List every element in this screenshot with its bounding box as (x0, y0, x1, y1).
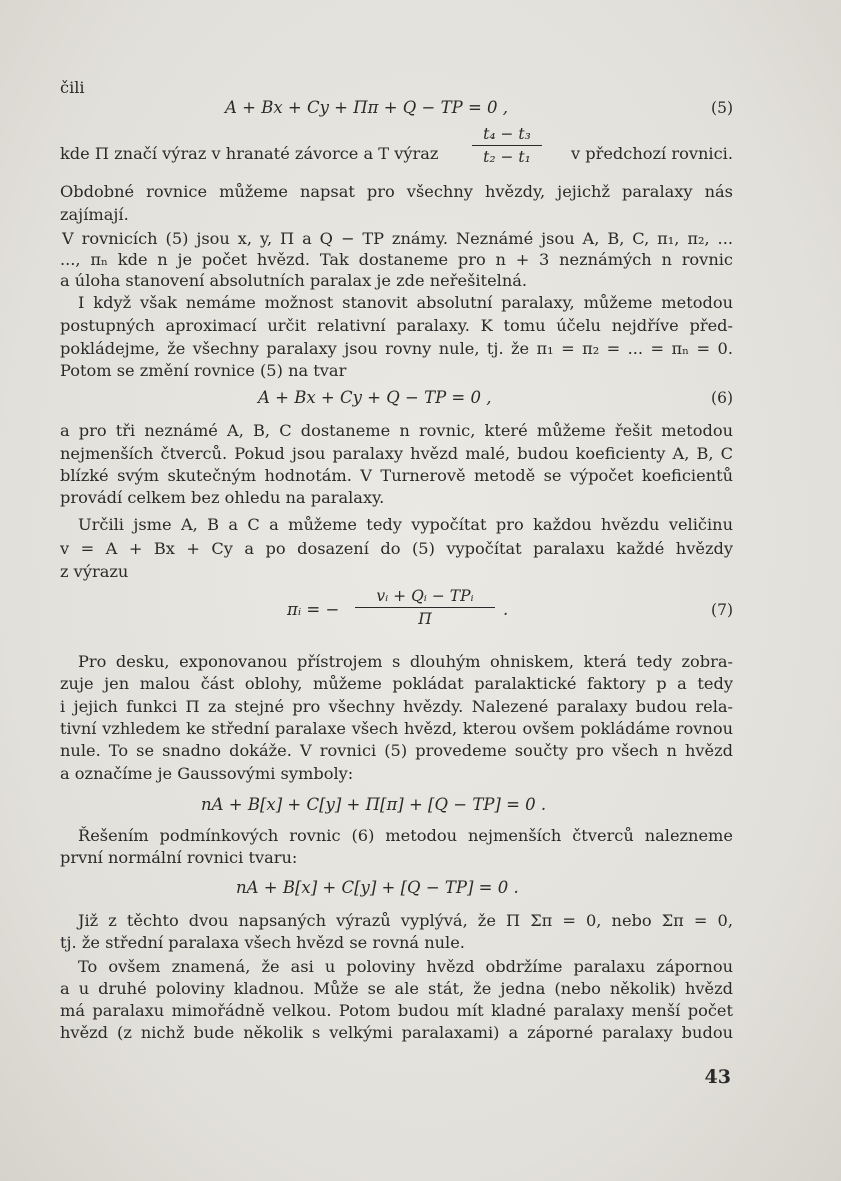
equation-9-expression: nA + B[x] + C[y] + [Q − TP] = 0 . (236, 878, 519, 897)
line-kde-after: v předchozí rovnici. (570, 144, 733, 163)
text-line: To ovšem znamená, že asi u poloviny hvězd obdržíme paralaxu zápornou (78, 957, 733, 976)
equation-5-number: (5) (711, 99, 733, 117)
text-line: tivní vzhledem ke střední paralaxe všech hvězd, kterou ovšem pokládáme rovnou (60, 719, 733, 738)
fraction-t-numerator: t₄ − t₃ (483, 125, 531, 143)
text-line: nejmenších čtverců. Pokud jsou paralaxy hvězd malé, budou koeficienty A, B, C (60, 444, 733, 463)
text-line: Pro desku, exponovanou přístrojem s dlouhým ohniskem, která tedy zobra- (78, 652, 733, 671)
fraction-t (472, 124, 542, 167)
page-number: 43 (704, 1066, 731, 1088)
text-line: a pro tři neznámé A, B, C dostaneme n rovnic, které můžeme řešit metodou (60, 421, 733, 440)
text-line: první normální rovnici tvaru: (60, 848, 298, 867)
text-line: ..., πₙ kde n je počet hvězd. Tak dostaneme pro n + 3 neznámých n rovnic (60, 250, 733, 269)
intro-word: čili (60, 78, 85, 97)
equation-7-fraction (355, 586, 495, 629)
text-line: Již z těchto dvou napsaných výrazů vyplývá, že Π Σπ = 0, nebo Σπ = 0, (78, 911, 733, 930)
text-line: v = A + Bx + Cy a po dosazení do (5) vypočítat paralaxu každé hvězdy (60, 539, 733, 558)
fraction-bar (355, 607, 495, 608)
text-line: a u druhé poloviny kladnou. Může se ale stát, že jedna (nebo několik) hvězd (60, 979, 733, 998)
text-line: a úloha stanovení absolutních paralax je zde neřešitelná. (60, 271, 528, 290)
text-line: má paralaxu mimořádně velkou. Potom budou mít kladné paralaxy menší počet (60, 1001, 733, 1020)
fraction-bar (472, 145, 542, 146)
text-line: provádí celkem bez ohledu na paralaxy. (60, 488, 385, 507)
equation-8-expression: nA + B[x] + C[y] + Π[π] + [Q − TP] = 0 . (201, 795, 547, 814)
text-line: zajímají. (60, 205, 129, 224)
equation-6-expression: A + Bx + Cy + Q − TP = 0 , (258, 388, 492, 407)
equation-5-expression: A + Bx + Cy + Ππ + Q − TP = 0 , (225, 98, 509, 117)
text-line: V rovnicích (5) jsou x, y, Π a Q − TP známy. Neznámé jsou A, B, C, π₁, π₂, ... (62, 229, 733, 248)
text-line: Potom se změní rovnice (5) na tvar (60, 361, 347, 380)
text-line: I když však nemáme možnost stanovit absolutní paralaxy, můžeme metodou (78, 293, 733, 312)
text-line: a označíme je Gaussovými symboly: (60, 764, 354, 783)
equation-7-numerator: vᵢ + Qᵢ − TPᵢ (376, 587, 474, 605)
line-kde-before: kde Π značí výraz v hranaté závorce a T výraz (60, 144, 439, 163)
text-line: zuje jen malou část oblohy, můžeme pokládat paralaktické faktory p a tedy (60, 674, 733, 693)
equation-7-number: (7) (711, 601, 733, 619)
text-line: nule. To se snadno dokáže. V rovnici (5) provedeme součty pro všech n hvězd (60, 741, 733, 760)
equation-7-tail: . (503, 600, 509, 619)
equation-7-denominator: Π (418, 610, 432, 628)
fraction-t-denominator: t₂ − t₁ (483, 148, 531, 166)
text-line: postupných aproximací určit relativní paralaxy. K tomu účelu nejdříve před- (60, 316, 733, 335)
text-line: tj. že střední paralaxa všech hvězd se rovná nule. (60, 933, 465, 952)
text-line: z výrazu (60, 562, 129, 581)
text-line: blízké svým skutečným hodnotám. V Turnerově metodě se výpočet koeficientů (60, 466, 733, 485)
text-line: Obdobné rovnice můžeme napsat pro všechny hvězdy, jejichž paralaxy nás (60, 182, 733, 201)
equation-6-number: (6) (711, 389, 733, 407)
text-line: Určili jsme A, B a C a můžeme tedy vypočítat pro každou hvězdu veličinu (78, 515, 733, 534)
text-line: Řešením podmínkových rovnic (6) metodou nejmenších čtverců nalezneme (78, 826, 733, 845)
text-line: i jejich funkci Π za stejné pro všechny hvězdy. Nalezené paralaxy budou rela- (60, 697, 733, 716)
equation-7-lhs: πᵢ = − (287, 600, 340, 619)
text-line: pokládejme, že všechny paralaxy jsou rovny nule, tj. že π₁ = π₂ = ... = πₙ = 0. (60, 339, 733, 358)
text-line: hvězd (z nichž bude několik s velkými paralaxami) a záporné paralaxy budou (60, 1023, 733, 1042)
